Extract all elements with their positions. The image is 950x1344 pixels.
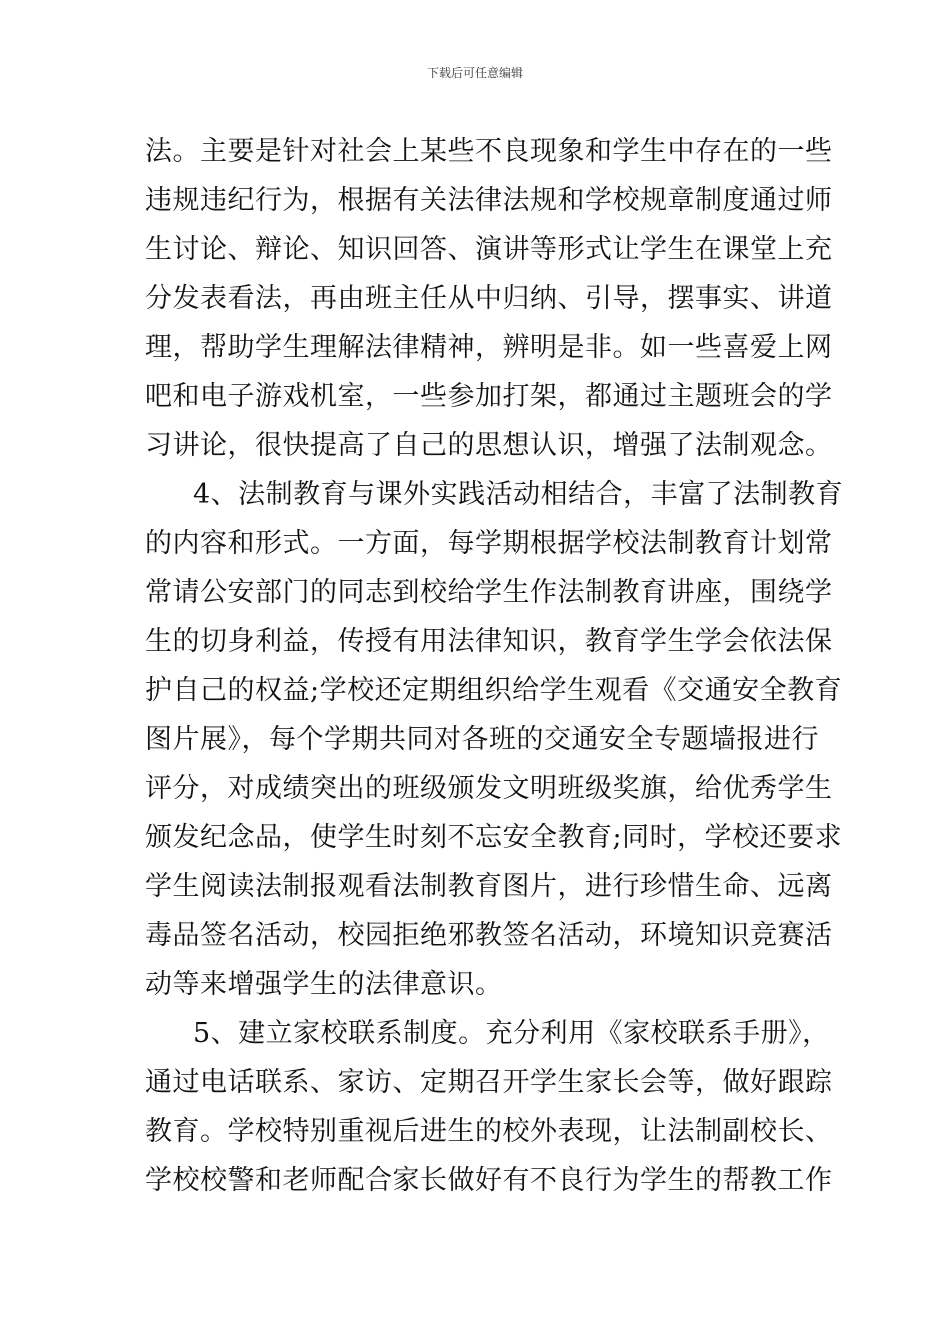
- text-line: 法。主要是针对社会上某些不良现象和学生中存在的一些: [145, 136, 833, 167]
- text-line: 学生阅读法制报观看法制教育图片，进行珍惜生命、远离: [145, 871, 833, 902]
- text-line: 的内容和形式。一方面，每学期根据学校法制教育计划常: [145, 528, 833, 559]
- text-line: 图片展》，每个学期共同对各班的交通安全专题墙报进行: [145, 724, 819, 755]
- text-line: 学校校警和老师配合家长做好有不良行为学生的帮教工作: [145, 1165, 833, 1196]
- text-line: 习讲论，很快提高了自己的思想认识，增强了法制观念。: [145, 430, 833, 461]
- text-line: 颁发纪念品，使学生时刻不忘安全教育;同时，学校还要求: [145, 822, 843, 853]
- text-line: 吧和电子游戏机室，一些参加打架，都通过主题班会的学: [145, 381, 833, 412]
- text-line: 教育。学校特别重视后进生的校外表现，让法制副校长、: [145, 1116, 833, 1147]
- text-line: 违规违纪行为，根据有关法律法规和学校规章制度通过师: [145, 185, 833, 216]
- page-header-note: 下载后可任意编辑: [426, 66, 523, 80]
- text-line: 生讨论、辩论、知识回答、演讲等形式让学生在课堂上充: [145, 234, 833, 265]
- text-line: 动等来增强学生的法律意识。: [145, 969, 503, 1000]
- text-line: 常请公安部门的同志到校给学生作法制教育讲座，围绕学: [145, 577, 833, 608]
- text-line: 理，帮助学生理解法律精神，辨明是非。如一些喜爱上网: [145, 332, 833, 363]
- document-body: [145, 127, 844, 1205]
- text-line: 分发表看法，再由班主任从中归纳、引导，摆事实、讲道: [145, 283, 833, 314]
- paragraph-5-first-line: 5、建立家校联系制度。充分利用《家校联系手册》，: [193, 1018, 830, 1049]
- text-line: 通过电话联系、家访、定期召开学生家长会等，做好跟踪: [145, 1067, 833, 1098]
- text-line: 毒品签名活动，校园拒绝邪教签名活动，环境知识竞赛活: [145, 920, 833, 951]
- text-line: 生的切身利益，传授有用法律知识，教育学生学会依法保: [145, 626, 833, 657]
- paragraph-4-first-line: 4、法制教育与课外实践活动相结合，丰富了法制教育: [193, 479, 844, 510]
- text-line: 评分，对成绩突出的班级颁发文明班级奖旗，给优秀学生: [145, 773, 833, 804]
- text-line: 护自己的权益;学校还定期组织给学生观看《交通安全教育: [145, 675, 843, 706]
